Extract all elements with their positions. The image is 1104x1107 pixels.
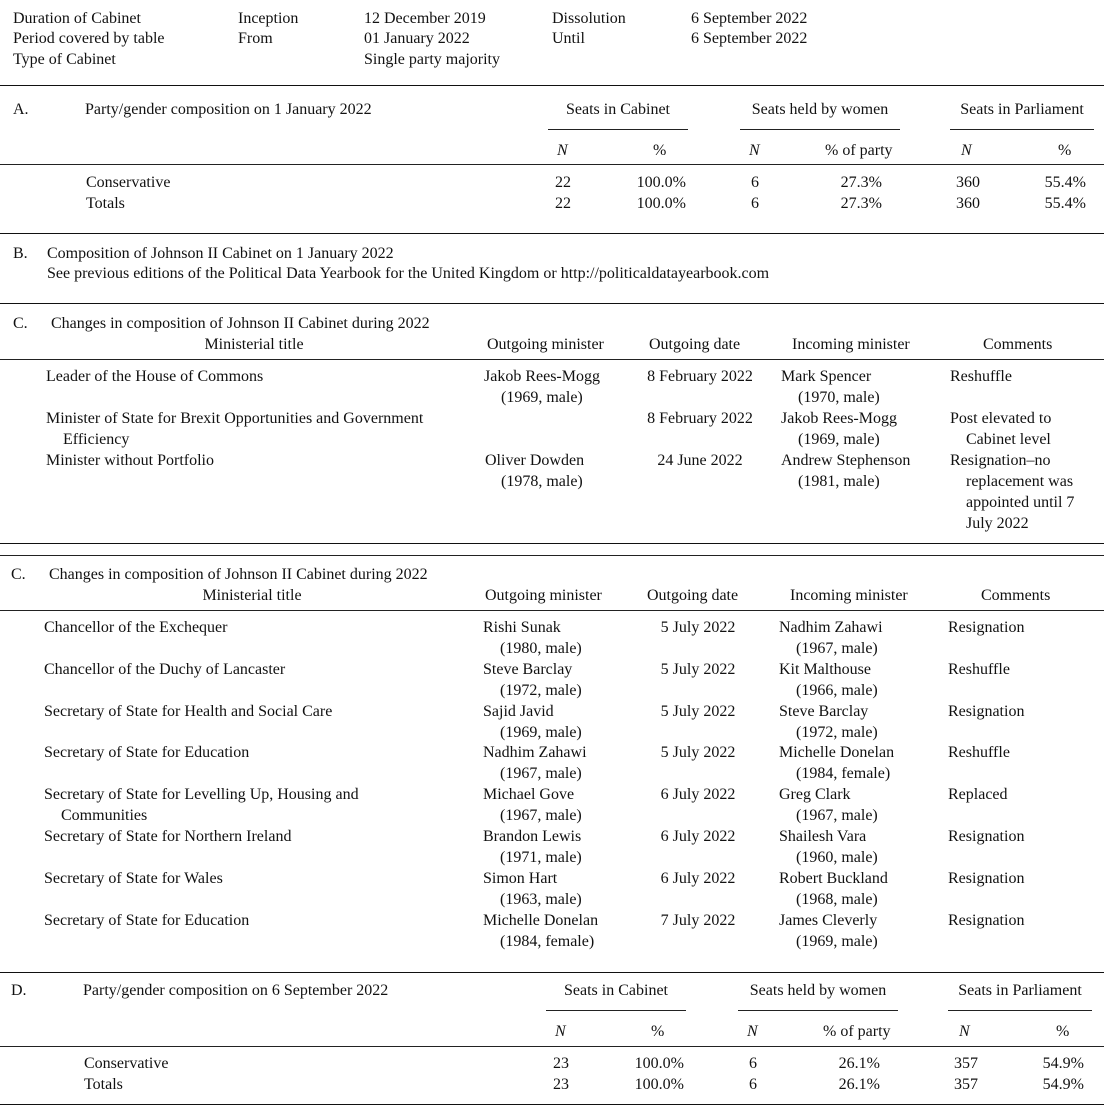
outgoing-date: 5 July 2022 — [660, 619, 736, 636]
subheader-n: N — [747, 1023, 758, 1040]
outgoing-minister-name: Simon Hart — [483, 870, 558, 887]
parliament-n: 357 — [954, 1076, 978, 1093]
ministerial-title: Minister of State for Brexit Opportunities and Government — [46, 410, 424, 427]
inception-label: Inception — [238, 10, 299, 27]
outgoing-minister-details: (1969, male) — [500, 724, 582, 741]
incoming-minister-name: Andrew Stephenson — [781, 452, 911, 469]
ministerial-title: Chancellor of the Duchy of Lancaster — [44, 661, 286, 678]
comment: Resignation — [948, 912, 1025, 929]
comment: Reshuffle — [948, 661, 1010, 678]
section-title: Party/gender composition on 1 January 2022 — [85, 101, 372, 118]
section-letter: B. — [13, 245, 28, 262]
incoming-minister-details: (1966, male) — [796, 682, 878, 699]
incoming-minister-details: (1972, male) — [796, 724, 878, 741]
parliament-n: 360 — [956, 195, 980, 212]
comment: Resignation — [948, 870, 1025, 887]
section-title: Party/gender composition on 6 September 2022 — [83, 982, 389, 999]
incoming-minister-details: (1967, male) — [796, 640, 878, 657]
women-pct: 26.1% — [838, 1076, 880, 1093]
ministerial-title: Secretary of State for Health and Social Care — [44, 703, 333, 720]
ministerial-title: Leader of the House of Commons — [46, 368, 264, 385]
comment: Reshuffle — [948, 744, 1010, 761]
divider — [0, 233, 1104, 234]
header-outgoing-minister: Outgoing minister — [487, 336, 604, 353]
divider — [0, 164, 1104, 165]
ministerial-title: Secretary of State for Levelling Up, Housing and — [44, 786, 359, 803]
divider — [0, 1046, 1104, 1047]
duration-label: Duration of Cabinet — [13, 10, 141, 27]
group-header-parliament: Seats in Parliament — [958, 982, 1082, 999]
period-label: Period covered by table — [13, 30, 165, 47]
outgoing-minister-details: (1969, male) — [501, 389, 583, 406]
header-incoming-minister: Incoming minister — [792, 336, 910, 353]
outgoing-minister-details: (1980, male) — [500, 640, 582, 657]
cabinet-pct: 100.0% — [636, 195, 686, 212]
divider — [0, 543, 1104, 544]
subheader-n: N — [557, 142, 568, 159]
outgoing-minister-name: Rishi Sunak — [483, 619, 561, 636]
type-label: Type of Cabinet — [13, 51, 116, 68]
women-n: 6 — [751, 195, 759, 212]
outgoing-date: 24 June 2022 — [657, 452, 743, 469]
comment: Reshuffle — [950, 368, 1012, 385]
incoming-minister-name: Mark Spencer — [781, 368, 872, 385]
incoming-minister-name: Shailesh Vara — [779, 828, 867, 845]
women-pct: 26.1% — [838, 1055, 880, 1072]
comment-cont: Cabinet level — [966, 431, 1051, 448]
parliament-n: 357 — [954, 1055, 978, 1072]
outgoing-minister-name: Michael Gove — [483, 786, 575, 803]
outgoing-date: 6 July 2022 — [660, 786, 736, 803]
section-letter: C. — [11, 566, 26, 583]
incoming-minister-name: Michelle Donelan — [779, 744, 895, 761]
outgoing-date: 7 July 2022 — [660, 912, 736, 929]
group-header-cabinet: Seats in Cabinet — [566, 101, 670, 118]
parliament-pct: 54.9% — [1042, 1055, 1084, 1072]
ministerial-title: Secretary of State for Education — [44, 912, 250, 929]
group-header-parliament: Seats in Parliament — [960, 101, 1084, 118]
header-outgoing-date: Outgoing date — [647, 587, 739, 604]
header-comments: Comments — [983, 336, 1053, 353]
subheader-pct-party: % of party — [825, 142, 893, 159]
section-letter: C. — [13, 315, 28, 332]
subheader-n: N — [959, 1023, 970, 1040]
ministerial-title: Minister without Portfolio — [46, 452, 214, 469]
parliament-n: 360 — [956, 174, 980, 191]
party-name: Totals — [86, 195, 125, 212]
header-outgoing-minister: Outgoing minister — [485, 587, 602, 604]
incoming-minister-details: (1981, male) — [798, 473, 880, 490]
divider — [0, 1104, 1104, 1105]
parliament-pct: 55.4% — [1044, 174, 1086, 191]
ministerial-title: Secretary of State for Education — [44, 744, 250, 761]
cabinet-n: 22 — [555, 174, 571, 191]
subheader-n: N — [749, 142, 760, 159]
until-value: 6 September 2022 — [691, 30, 808, 47]
incoming-minister-name: Robert Buckland — [779, 870, 888, 887]
outgoing-date: 8 February 2022 — [647, 368, 753, 385]
cabinet-n: 22 — [555, 195, 571, 212]
outgoing-minister-details: (1972, male) — [500, 682, 582, 699]
party-name: Totals — [84, 1076, 123, 1093]
party-name: Conservative — [86, 174, 171, 191]
inception-value: 12 December 2019 — [364, 10, 486, 27]
outgoing-minister-name: Michelle Donelan — [483, 912, 599, 929]
women-n: 6 — [751, 174, 759, 191]
women-pct: 27.3% — [840, 195, 882, 212]
comment: Resignation — [948, 828, 1025, 845]
group-underline — [740, 129, 900, 130]
women-n: 6 — [749, 1076, 757, 1093]
type-value: Single party majority — [364, 51, 500, 68]
divider — [0, 610, 1104, 611]
header-outgoing-date: Outgoing date — [649, 336, 741, 353]
outgoing-minister-details: (1971, male) — [500, 849, 582, 866]
outgoing-minister-name: Brandon Lewis — [483, 828, 582, 845]
ministerial-title: Secretary of State for Northern Ireland — [44, 828, 292, 845]
party-name: Conservative — [84, 1055, 169, 1072]
subheader-pct: % — [651, 1023, 665, 1040]
group-header-women: Seats held by women — [749, 982, 887, 999]
group-underline — [738, 1010, 898, 1011]
incoming-minister-name: Greg Clark — [779, 786, 851, 803]
outgoing-minister-details: (1963, male) — [500, 891, 582, 908]
section-title: Changes in composition of Johnson II Cabinet during 2022 — [49, 566, 428, 583]
subheader-pct: % — [1058, 142, 1072, 159]
outgoing-date: 5 July 2022 — [660, 703, 736, 720]
outgoing-minister-details: (1978, male) — [501, 473, 583, 490]
dissolution-label: Dissolution — [552, 10, 626, 27]
ministerial-title: Chancellor of the Exchequer — [44, 619, 228, 636]
incoming-minister-details: (1968, male) — [796, 891, 878, 908]
section-title: Composition of Johnson II Cabinet on 1 January 2022 — [47, 245, 394, 262]
women-n: 6 — [749, 1055, 757, 1072]
incoming-minister-details: (1984, female) — [796, 765, 891, 782]
incoming-minister-details: (1969, male) — [796, 933, 878, 950]
ministerial-title-cont: Efficiency — [63, 431, 130, 448]
incoming-minister-details: (1960, male) — [796, 849, 878, 866]
outgoing-date: 5 July 2022 — [660, 661, 736, 678]
outgoing-date: 5 July 2022 — [660, 744, 736, 761]
section-note: See previous editions of the Political Data Yearbook for the United Kingdom or http://politicaldatayearbook.com — [47, 265, 770, 282]
divider — [0, 555, 1104, 556]
group-underline — [948, 1010, 1092, 1011]
outgoing-minister-details: (1967, male) — [500, 807, 582, 824]
outgoing-date: 6 July 2022 — [660, 828, 736, 845]
comment: Resignation — [948, 703, 1025, 720]
outgoing-minister-name: Steve Barclay — [483, 661, 573, 678]
group-underline — [546, 1010, 686, 1011]
parliament-pct: 54.9% — [1042, 1076, 1084, 1093]
section-title: Changes in composition of Johnson II Cabinet during 2022 — [51, 315, 430, 332]
outgoing-minister-details: (1984, female) — [500, 933, 595, 950]
group-underline — [950, 129, 1094, 130]
outgoing-minister-name: Jakob Rees-Mogg — [484, 368, 600, 385]
comment: Replaced — [948, 786, 1008, 803]
comment-cont: appointed until 7 — [966, 494, 1075, 511]
section-letter: A. — [13, 101, 29, 118]
comment-cont: July 2022 — [966, 515, 1029, 532]
header-comments: Comments — [981, 587, 1051, 604]
cabinet-pct: 100.0% — [634, 1055, 684, 1072]
incoming-minister-details: (1967, male) — [796, 807, 878, 824]
ministerial-title-cont: Communities — [61, 807, 148, 824]
ministerial-title: Secretary of State for Wales — [44, 870, 223, 887]
group-underline — [548, 129, 688, 130]
incoming-minister-details: (1970, male) — [798, 389, 880, 406]
outgoing-minister-name: Sajid Javid — [483, 703, 554, 720]
incoming-minister-details: (1969, male) — [798, 431, 880, 448]
divider — [0, 303, 1104, 304]
comment: Resignation–no — [950, 452, 1051, 469]
incoming-minister-name: James Cleverly — [779, 912, 878, 929]
incoming-minister-name: Nadhim Zahawi — [779, 619, 883, 636]
header-ministerial-title: Ministerial title — [204, 336, 304, 353]
outgoing-date: 8 February 2022 — [647, 410, 753, 427]
group-header-cabinet: Seats in Cabinet — [564, 982, 668, 999]
incoming-minister-name: Kit Malthouse — [779, 661, 871, 678]
comment: Resignation — [948, 619, 1025, 636]
divider — [0, 359, 1104, 360]
outgoing-date: 6 July 2022 — [660, 870, 736, 887]
outgoing-minister-details: (1967, male) — [500, 765, 582, 782]
subheader-n: N — [555, 1023, 566, 1040]
cabinet-pct: 100.0% — [634, 1076, 684, 1093]
header-incoming-minister: Incoming minister — [790, 587, 908, 604]
subheader-pct-party: % of party — [823, 1023, 891, 1040]
incoming-minister-name: Steve Barclay — [779, 703, 869, 720]
outgoing-minister-name: Nadhim Zahawi — [483, 744, 587, 761]
divider — [0, 85, 1104, 86]
from-value: 01 January 2022 — [364, 30, 470, 47]
cabinet-pct: 100.0% — [636, 174, 686, 191]
divider — [0, 972, 1104, 973]
parliament-pct: 55.4% — [1044, 195, 1086, 212]
group-header-women: Seats held by women — [751, 101, 889, 118]
section-letter: D. — [11, 982, 27, 999]
from-label: From — [238, 30, 273, 47]
cabinet-n: 23 — [553, 1055, 569, 1072]
subheader-n: N — [961, 142, 972, 159]
incoming-minister-name: Jakob Rees-Mogg — [781, 410, 897, 427]
dissolution-value: 6 September 2022 — [691, 10, 808, 27]
comment-cont: replacement was — [966, 473, 1074, 490]
until-label: Until — [552, 30, 585, 47]
comment: Post elevated to — [950, 410, 1052, 427]
header-ministerial-title: Ministerial title — [202, 587, 302, 604]
women-pct: 27.3% — [840, 174, 882, 191]
cabinet-n: 23 — [553, 1076, 569, 1093]
subheader-pct: % — [653, 142, 667, 159]
outgoing-minister-name: Oliver Dowden — [485, 452, 585, 469]
subheader-pct: % — [1056, 1023, 1070, 1040]
